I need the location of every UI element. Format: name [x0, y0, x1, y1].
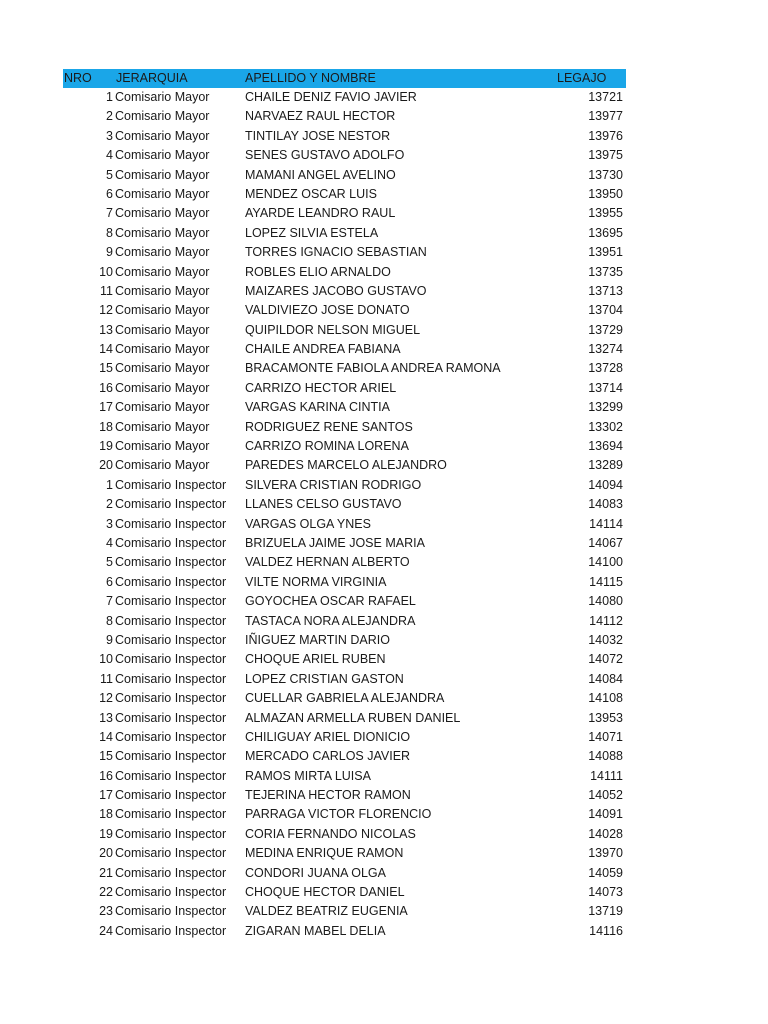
row-jerarquia: Comisario Mayor: [115, 245, 210, 260]
row-legajo: 13950: [588, 186, 623, 201]
row-nro: 13: [99, 710, 113, 725]
row-apellido-nombre: CUELLAR GABRIELA ALEJANDRA: [245, 691, 445, 706]
row-apellido-nombre: LOPEZ CRISTIAN GASTON: [245, 671, 404, 686]
row-jerarquia: Comisario Inspector: [115, 477, 227, 492]
table-row: [63, 456, 626, 475]
row-jerarquia: Comisario Mayor: [115, 439, 210, 454]
row-jerarquia: Comisario Mayor: [115, 361, 210, 376]
row-nro: 19: [99, 826, 113, 841]
row-apellido-nombre: MAMANI ANGEL AVELINO: [245, 167, 396, 182]
table-row: [63, 88, 626, 107]
row-apellido-nombre: TEJERINA HECTOR RAMON: [245, 788, 411, 803]
row-jerarquia: Comisario Mayor: [115, 342, 210, 357]
row-nro: 18: [99, 807, 113, 822]
row-apellido-nombre: LOPEZ SILVIA ESTELA: [245, 225, 379, 240]
row-jerarquia: Comisario Mayor: [115, 186, 210, 201]
row-jerarquia: Comisario Mayor: [115, 90, 210, 104]
row-apellido-nombre: PARRAGA VICTOR FLORENCIO: [245, 807, 432, 822]
row-legajo: 14073: [588, 885, 623, 900]
row-legajo: 13719: [588, 904, 623, 919]
row-legajo: 14072: [588, 652, 623, 667]
table-row: [63, 902, 626, 921]
table-row: [63, 301, 626, 320]
header-jerarquia: JERARQUIA: [116, 71, 188, 85]
row-nro: 3: [106, 516, 113, 531]
row-apellido-nombre: MENDEZ OSCAR LUIS: [245, 186, 377, 201]
row-legajo: 13728: [588, 361, 623, 376]
row-nro: 9: [106, 245, 113, 260]
row-nro: 15: [99, 361, 113, 376]
row-legajo: 13730: [588, 167, 623, 182]
table-row: [63, 728, 626, 747]
row-nro: 1: [106, 90, 113, 104]
row-jerarquia: Comisario Mayor: [115, 303, 210, 318]
row-legajo: 13970: [588, 846, 623, 861]
row-nro: 5: [106, 555, 113, 570]
row-apellido-nombre: CARRIZO HECTOR ARIEL: [245, 380, 397, 395]
row-legajo: 13714: [588, 380, 623, 395]
table-row: [63, 107, 626, 126]
row-jerarquia: Comisario Inspector: [115, 710, 227, 725]
row-apellido-nombre: CHAILE DENIZ FAVIO JAVIER: [245, 90, 417, 104]
row-nro: 9: [106, 632, 113, 647]
row-legajo: 13953: [588, 710, 623, 725]
row-nro: 8: [106, 225, 113, 240]
table-row: [63, 321, 626, 340]
row-legajo: 14028: [588, 826, 623, 841]
row-apellido-nombre: MEDINA ENRIQUE RAMON: [245, 846, 404, 861]
table-row: [63, 612, 626, 631]
table-row: [63, 476, 626, 495]
row-nro: 7: [106, 206, 113, 221]
row-legajo: 13695: [588, 225, 623, 240]
row-apellido-nombre: VILTE NORMA VIRGINIA: [245, 574, 387, 589]
row-apellido-nombre: CHOQUE HECTOR DANIEL: [245, 885, 405, 900]
table-row: [63, 670, 626, 689]
row-legajo: 14112: [589, 613, 623, 628]
row-nro: 24: [99, 923, 113, 938]
table-row: [63, 359, 626, 378]
row-jerarquia: Comisario Inspector: [115, 594, 227, 609]
table-row: [63, 146, 626, 165]
row-nro: 19: [99, 439, 113, 454]
row-legajo: 14080: [588, 594, 623, 609]
row-legajo: 14083: [588, 497, 623, 512]
row-legajo: 13289: [588, 458, 623, 473]
row-apellido-nombre: SENES GUSTAVO ADOLFO: [245, 148, 405, 163]
table-row: [63, 689, 626, 708]
table-row: [63, 282, 626, 301]
row-jerarquia: Comisario Inspector: [115, 749, 227, 764]
table-body: [63, 88, 626, 941]
table-row: [63, 534, 626, 553]
table-row: [63, 398, 626, 417]
row-apellido-nombre: GOYOCHEA OSCAR RAFAEL: [245, 594, 416, 609]
table-row: [63, 786, 626, 805]
row-jerarquia: Comisario Inspector: [115, 885, 227, 900]
row-apellido-nombre: VALDEZ HERNAN ALBERTO: [245, 555, 410, 570]
row-legajo: 13704: [588, 303, 623, 318]
row-legajo: 13694: [588, 439, 623, 454]
row-legajo: 14111: [590, 768, 623, 783]
row-apellido-nombre: CHILIGUAY ARIEL DIONICIO: [245, 729, 411, 744]
row-jerarquia: Comisario Mayor: [115, 206, 210, 221]
row-apellido-nombre: CARRIZO ROMINA LORENA: [245, 439, 409, 454]
row-jerarquia: Comisario Inspector: [115, 613, 227, 628]
row-jerarquia: Comisario Inspector: [115, 865, 227, 880]
row-nro: 7: [106, 594, 113, 609]
row-nro: 15: [99, 749, 113, 764]
row-jerarquia: Comisario Mayor: [115, 225, 210, 240]
row-apellido-nombre: VARGAS OLGA YNES: [245, 516, 371, 531]
row-legajo: 14116: [589, 923, 623, 938]
row-nro: 2: [106, 497, 113, 512]
table-row: [63, 418, 626, 437]
row-apellido-nombre: BRACAMONTE FABIOLA ANDREA RAMONA: [245, 361, 501, 376]
row-apellido-nombre: VALDIVIEZO JOSE DONATO: [245, 303, 410, 318]
row-legajo: 13975: [588, 148, 623, 163]
row-jerarquia: Comisario Inspector: [115, 846, 227, 861]
table-row: [63, 553, 626, 572]
roster-table: [63, 69, 626, 941]
row-legajo: 13951: [588, 245, 623, 260]
row-jerarquia: Comisario Inspector: [115, 535, 227, 550]
row-nro: 20: [99, 846, 113, 861]
row-apellido-nombre: PAREDES MARCELO ALEJANDRO: [245, 458, 447, 473]
row-legajo: 14094: [588, 477, 623, 492]
row-legajo: 13955: [588, 206, 623, 221]
row-apellido-nombre: TASTACA NORA ALEJANDRA: [245, 613, 416, 628]
row-apellido-nombre: CHOQUE ARIEL RUBEN: [245, 652, 386, 667]
table-row: [63, 825, 626, 844]
row-nro: 6: [106, 574, 113, 589]
table-row: [63, 650, 626, 669]
table-row: [63, 495, 626, 514]
row-nro: 4: [106, 535, 113, 550]
table-header: [63, 69, 626, 88]
table-row: [63, 747, 626, 766]
row-legajo: 14091: [588, 807, 623, 822]
row-jerarquia: Comisario Inspector: [115, 574, 227, 589]
row-apellido-nombre: MERCADO CARLOS JAVIER: [245, 749, 411, 764]
row-legajo: 14052: [588, 788, 623, 803]
row-apellido-nombre: BRIZUELA JAIME JOSE MARIA: [245, 535, 425, 550]
row-jerarquia: Comisario Inspector: [115, 768, 227, 783]
table-row: [63, 166, 626, 185]
row-legajo: 13735: [588, 264, 623, 279]
row-nro: 5: [106, 167, 113, 182]
table-row: [63, 263, 626, 282]
row-nro: 2: [106, 109, 113, 124]
header-apellido-nombre: APELLIDO Y NOMBRE: [245, 71, 376, 85]
row-apellido-nombre: TORRES IGNACIO SEBASTIAN: [245, 245, 427, 260]
row-legajo: 14088: [588, 749, 623, 764]
row-legajo: 14032: [588, 632, 623, 647]
table-row: [63, 573, 626, 592]
row-apellido-nombre: ALMAZAN ARMELLA RUBEN DANIEL: [245, 710, 461, 725]
row-apellido-nombre: CONDORI JUANA OLGA: [245, 865, 386, 880]
row-jerarquia: Comisario Mayor: [115, 109, 210, 124]
row-jerarquia: Comisario Inspector: [115, 516, 227, 531]
row-jerarquia: Comisario Mayor: [115, 264, 210, 279]
row-legajo: 14114: [589, 516, 623, 531]
row-jerarquia: Comisario Mayor: [115, 458, 210, 473]
row-jerarquia: Comisario Inspector: [115, 691, 227, 706]
row-apellido-nombre: QUIPILDOR NELSON MIGUEL: [245, 322, 421, 337]
row-legajo: 13976: [588, 128, 623, 143]
row-nro: 4: [106, 148, 113, 163]
table-row: [63, 243, 626, 262]
row-jerarquia: Comisario Mayor: [115, 322, 210, 337]
table-row: [63, 844, 626, 863]
table-row: [63, 767, 626, 786]
row-apellido-nombre: MAIZARES JACOBO GUSTAVO: [245, 283, 427, 298]
row-legajo: 14100: [588, 555, 623, 570]
row-legajo: 13729: [588, 322, 623, 337]
table-row: [63, 805, 626, 824]
table-row: [63, 185, 626, 204]
row-nro: 20: [99, 458, 113, 473]
row-apellido-nombre: IÑIGUEZ MARTIN DARIO: [245, 632, 390, 647]
row-nro: 13: [99, 322, 113, 337]
table-row: [63, 340, 626, 359]
row-legajo: 14084: [588, 671, 623, 686]
row-apellido-nombre: CORIA FERNANDO NICOLAS: [245, 826, 416, 841]
row-legajo: 13721: [588, 90, 623, 104]
row-jerarquia: Comisario Inspector: [115, 555, 227, 570]
row-jerarquia: Comisario Inspector: [115, 807, 227, 822]
table-row: [63, 592, 626, 611]
row-apellido-nombre: SILVERA CRISTIAN RODRIGO: [245, 477, 422, 492]
row-nro: 22: [99, 885, 113, 900]
row-legajo: 13713: [588, 283, 623, 298]
row-nro: 14: [99, 729, 113, 744]
row-jerarquia: Comisario Mayor: [115, 283, 210, 298]
row-apellido-nombre: RAMOS MIRTA LUISA: [245, 768, 371, 783]
row-jerarquia: Comisario Inspector: [115, 671, 227, 686]
table-row: [63, 515, 626, 534]
row-nro: 12: [99, 691, 113, 706]
row-nro: 17: [99, 788, 113, 803]
row-nro: 3: [106, 128, 113, 143]
row-jerarquia: Comisario Mayor: [115, 419, 210, 434]
row-nro: 8: [106, 613, 113, 628]
row-jerarquia: Comisario Inspector: [115, 788, 227, 803]
row-nro: 1: [106, 477, 113, 492]
row-apellido-nombre: VALDEZ BEATRIZ EUGENIA: [245, 904, 408, 919]
table-row: [63, 883, 626, 902]
row-legajo: 14115: [589, 574, 623, 589]
row-nro: 11: [100, 283, 113, 298]
row-nro: 10: [99, 652, 113, 667]
table-row: [63, 709, 626, 728]
row-nro: 21: [99, 865, 113, 880]
row-legajo: 13299: [588, 400, 623, 415]
row-jerarquia: Comisario Inspector: [115, 497, 227, 512]
row-jerarquia: Comisario Mayor: [115, 380, 210, 395]
row-apellido-nombre: ROBLES ELIO ARNALDO: [245, 264, 391, 279]
row-jerarquia: Comisario Mayor: [115, 167, 210, 182]
row-apellido-nombre: RODRIGUEZ RENE SANTOS: [245, 419, 413, 434]
row-jerarquia: Comisario Mayor: [115, 128, 210, 143]
table-row: [63, 127, 626, 146]
row-apellido-nombre: TINTILAY JOSE NESTOR: [245, 128, 391, 143]
row-jerarquia: Comisario Inspector: [115, 904, 227, 919]
row-legajo: 14067: [588, 535, 623, 550]
row-nro: 23: [99, 904, 113, 919]
row-legajo: 13274: [588, 342, 623, 357]
row-legajo: 14108: [588, 691, 623, 706]
table-row: [63, 922, 626, 941]
table-row: [63, 224, 626, 243]
row-nro: 11: [100, 671, 113, 686]
row-jerarquia: Comisario Mayor: [115, 148, 210, 163]
row-jerarquia: Comisario Inspector: [115, 826, 227, 841]
row-legajo: 14071: [588, 729, 623, 744]
row-apellido-nombre: CHAILE ANDREA FABIANA: [245, 342, 401, 357]
row-nro: 16: [99, 380, 113, 395]
row-apellido-nombre: AYARDE LEANDRO RAUL: [245, 206, 396, 221]
table-row: [63, 864, 626, 883]
table-row: [63, 631, 626, 650]
row-nro: 6: [106, 186, 113, 201]
row-nro: 10: [99, 264, 113, 279]
table-row: [63, 204, 626, 223]
row-jerarquia: Comisario Inspector: [115, 652, 227, 667]
row-apellido-nombre: NARVAEZ RAUL HECTOR: [245, 109, 396, 124]
row-legajo: 13977: [588, 109, 623, 124]
row-nro: 18: [99, 419, 113, 434]
row-nro: 12: [99, 303, 113, 318]
row-jerarquia: Comisario Inspector: [115, 632, 227, 647]
row-jerarquia: Comisario Mayor: [115, 400, 210, 415]
row-legajo: 14059: [588, 865, 623, 880]
row-apellido-nombre: LLANES CELSO GUSTAVO: [245, 497, 402, 512]
row-nro: 14: [99, 342, 113, 357]
row-jerarquia: Comisario Inspector: [115, 729, 227, 744]
row-jerarquia: Comisario Inspector: [115, 923, 227, 938]
row-apellido-nombre: ZIGARAN MABEL DELIA: [245, 923, 386, 938]
table-row: [63, 437, 626, 456]
row-nro: 16: [99, 768, 113, 783]
table-row: [63, 379, 626, 398]
row-nro: 17: [99, 400, 113, 415]
row-legajo: 13302: [588, 419, 623, 434]
header-legajo: LEGAJO: [557, 71, 607, 85]
row-apellido-nombre: VARGAS KARINA CINTIA: [245, 400, 390, 415]
header-nro: NRO: [64, 71, 92, 85]
